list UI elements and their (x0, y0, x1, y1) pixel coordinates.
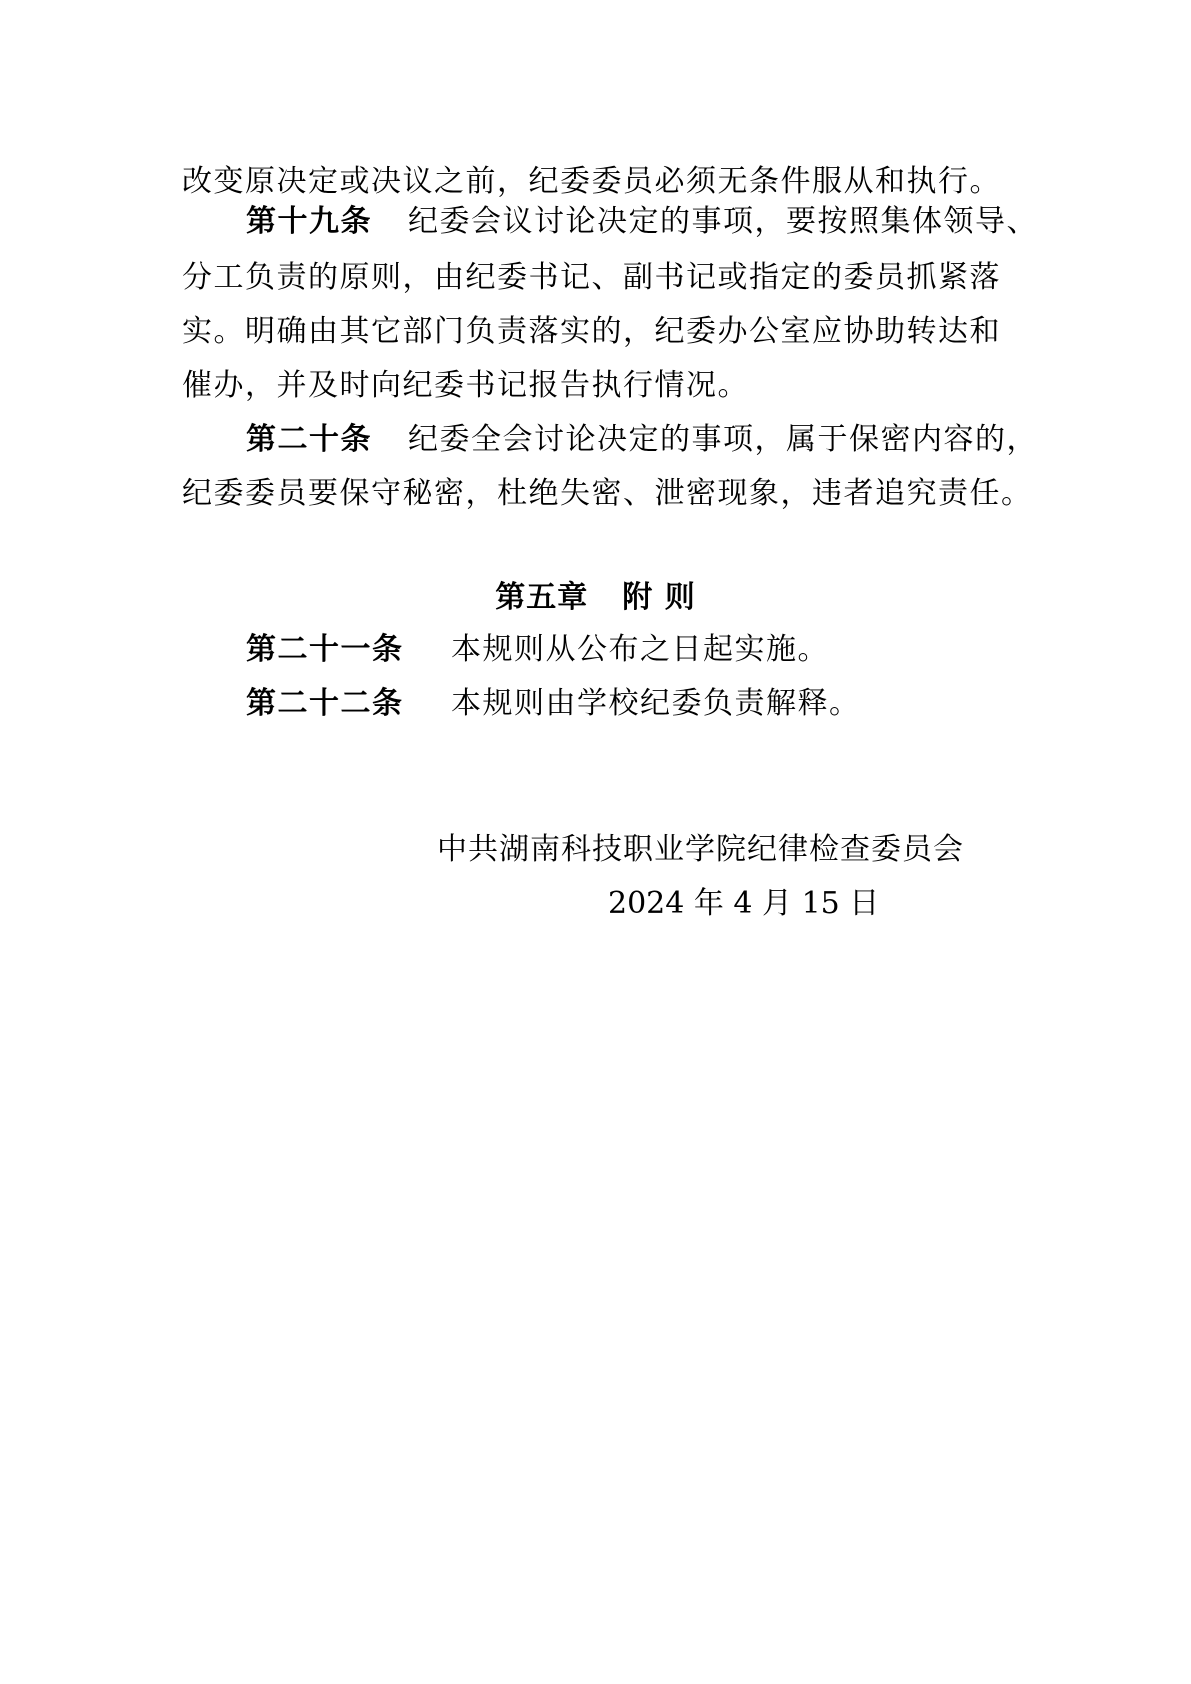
signature-organization: 中共湖南科技职业学院纪律检查委员会 (437, 832, 964, 867)
article-19-line-2 (182, 258, 1001, 298)
article-22 (246, 684, 861, 724)
article-19-text: 纪委会议讨论决定的事项，要按照集体领导、 (408, 204, 1038, 239)
chapter-title: 附 则 (622, 580, 696, 615)
chapter-number: 第五章 (495, 580, 589, 615)
article-22-text: 本规则由学校纪委负责解释。 (451, 686, 861, 721)
article-21-text: 本规则从公布之日起实施。 (451, 632, 829, 667)
article-21 (246, 630, 829, 670)
line-text: 分工负责的原则，由纪委书记、副书记或指定的委员抓紧落 (182, 260, 1001, 295)
article-21-title: 第二十一条 (246, 632, 404, 667)
line-text: 改变原决定或决议之前，纪委委员必须无条件服从和执行。 (182, 164, 1001, 199)
article-20-line-1 (246, 420, 1038, 460)
signature-date: 2024 年 4 月 15 日 (608, 886, 880, 921)
article-20-line-2 (182, 474, 1033, 514)
article-19-title: 第十九条 (246, 204, 372, 239)
article-19-line-3 (182, 312, 1001, 352)
article-20-text: 纪委全会讨论决定的事项，属于保密内容的， (408, 422, 1038, 457)
line-text: 纪委委员要保守秘密，杜绝失密、泄密现象，违者追究责任。 (182, 476, 1033, 511)
article-19-line-1 (246, 202, 1038, 242)
article-22-title: 第二十二条 (246, 686, 404, 721)
paragraph-line (182, 162, 1001, 202)
line-text: 催办，并及时向纪委书记报告执行情况。 (182, 368, 749, 403)
chapter-heading (0, 578, 1191, 618)
line-text: 实。明确由其它部门负责落实的，纪委办公室应协助转达和 (182, 314, 1001, 349)
article-19-line-4 (182, 366, 749, 406)
article-20-title: 第二十条 (246, 422, 372, 457)
